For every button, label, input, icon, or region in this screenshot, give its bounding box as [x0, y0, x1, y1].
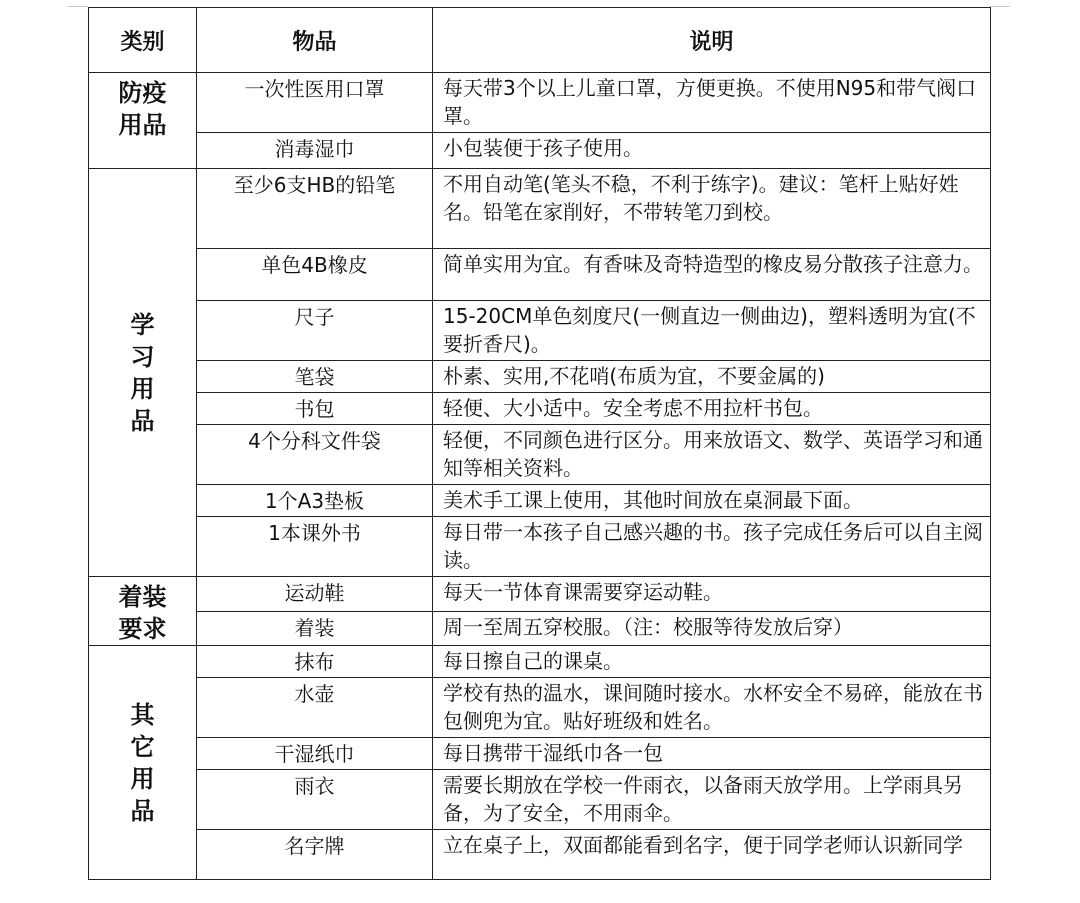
description-cell: 学校有热的温水，课间随时接水。水杯安全不易碎，能放在书包侧兜为宜。贴好班级和姓名。 — [433, 678, 991, 738]
item-cell: 书包 — [197, 393, 433, 425]
description-cell: 每日携带干湿纸巾各一包 — [433, 738, 991, 770]
category-label: 用 — [130, 764, 155, 793]
table-row — [89, 517, 991, 577]
page-corner-left — [68, 6, 88, 7]
description-cell: 立在桌子上，双面都能看到名字，便于同学老师认识新同学 — [433, 830, 991, 880]
description-cell: 每天一节体育课需要穿运动鞋。 — [433, 577, 991, 612]
item-cell: 水壶 — [197, 678, 433, 738]
category-label: 着装 — [118, 583, 167, 611]
table-row — [89, 577, 991, 612]
header-description: 说明 — [433, 8, 991, 73]
table-row — [89, 361, 991, 393]
category-cell — [89, 577, 197, 646]
description-cell: 每日带一本孩子自己感兴趣的书。孩子完成任务后可以自主阅读。 — [433, 517, 991, 577]
table-row — [89, 169, 991, 249]
item-cell: 雨衣 — [197, 770, 433, 830]
category-label: 它 — [130, 732, 155, 761]
description-cell: 15-20CM单色刻度尺(一侧直边一侧曲边)，塑料透明为宜(不要折香尺)。 — [433, 301, 991, 361]
category-label: 品 — [130, 796, 155, 825]
table-row — [89, 646, 991, 678]
description-cell: 每日擦自己的课桌。 — [433, 646, 991, 678]
item-cell: 4个分科文件袋 — [197, 425, 433, 485]
item-cell: 抹布 — [197, 646, 433, 678]
category-cell — [89, 73, 197, 169]
description-cell: 轻便，不同颜色进行区分。用来放语文、数学、英语学习和通知等相关资料。 — [433, 425, 991, 485]
item-cell: 1个A3垫板 — [197, 485, 433, 517]
table-row — [89, 249, 991, 301]
item-cell: 一次性医用口罩 — [197, 73, 433, 133]
description-cell: 周一至周五穿校服。（注：校服等待发放后穿） — [433, 611, 991, 646]
category-label: 品 — [130, 406, 155, 435]
supplies-table — [88, 7, 991, 880]
description-cell: 朴素、实用,不花哨(布质为宜，不要金属的) — [433, 361, 991, 393]
category-label: 防疫 — [118, 79, 167, 107]
table-row — [89, 485, 991, 517]
table-row — [89, 770, 991, 830]
description-cell: 每天带3个以上儿童口罩，方便更换。不使用N95和带气阀口罩。 — [433, 73, 991, 133]
description-cell: 不用自动笔(笔头不稳，不利于练字)。建议：笔杆上贴好姓名。铅笔在家削好，不带转笔刀到校。 — [433, 169, 991, 249]
table-row — [89, 393, 991, 425]
category-label: 其 — [130, 700, 155, 729]
category-label: 要求 — [118, 615, 167, 643]
item-cell: 单色4B橡皮 — [197, 249, 433, 301]
item-cell: 名字牌 — [197, 830, 433, 880]
description-cell: 轻便、大小适中。安全考虑不用拉杆书包。 — [433, 393, 991, 425]
item-cell: 运动鞋 — [197, 577, 433, 612]
category-cell — [89, 646, 197, 880]
table-row — [89, 611, 991, 646]
item-cell: 1本课外书 — [197, 517, 433, 577]
item-cell: 消毒湿巾 — [197, 133, 433, 169]
category-label: 用品 — [118, 111, 167, 139]
table-row — [89, 133, 991, 169]
item-cell: 着装 — [197, 611, 433, 646]
table-row — [89, 73, 991, 133]
table-row — [89, 830, 991, 880]
header-item: 物品 — [197, 8, 433, 73]
category-cell — [89, 169, 197, 577]
category-label: 习 — [130, 342, 155, 371]
table-row — [89, 678, 991, 738]
description-cell: 需要长期放在学校一件雨衣，以备雨天放学用。上学雨具另备，为了安全，不用雨伞。 — [433, 770, 991, 830]
category-label: 用 — [130, 374, 155, 403]
item-cell: 笔袋 — [197, 361, 433, 393]
header-category: 类别 — [89, 8, 197, 73]
description-cell: 简单实用为宜。有香味及奇特造型的橡皮易分散孩子注意力。 — [433, 249, 991, 301]
table-body — [89, 73, 991, 880]
table-row — [89, 301, 991, 361]
page-corner-right — [990, 6, 1010, 7]
table-row — [89, 738, 991, 770]
item-cell: 干湿纸巾 — [197, 738, 433, 770]
description-cell: 小包装便于孩子使用。 — [433, 133, 991, 169]
table-row — [89, 425, 991, 485]
header-row — [89, 8, 991, 73]
description-cell: 美术手工课上使用，其他时间放在桌洞最下面。 — [433, 485, 991, 517]
item-cell: 至少6支HB的铅笔 — [197, 169, 433, 249]
item-cell: 尺子 — [197, 301, 433, 361]
category-label: 学 — [130, 310, 155, 339]
